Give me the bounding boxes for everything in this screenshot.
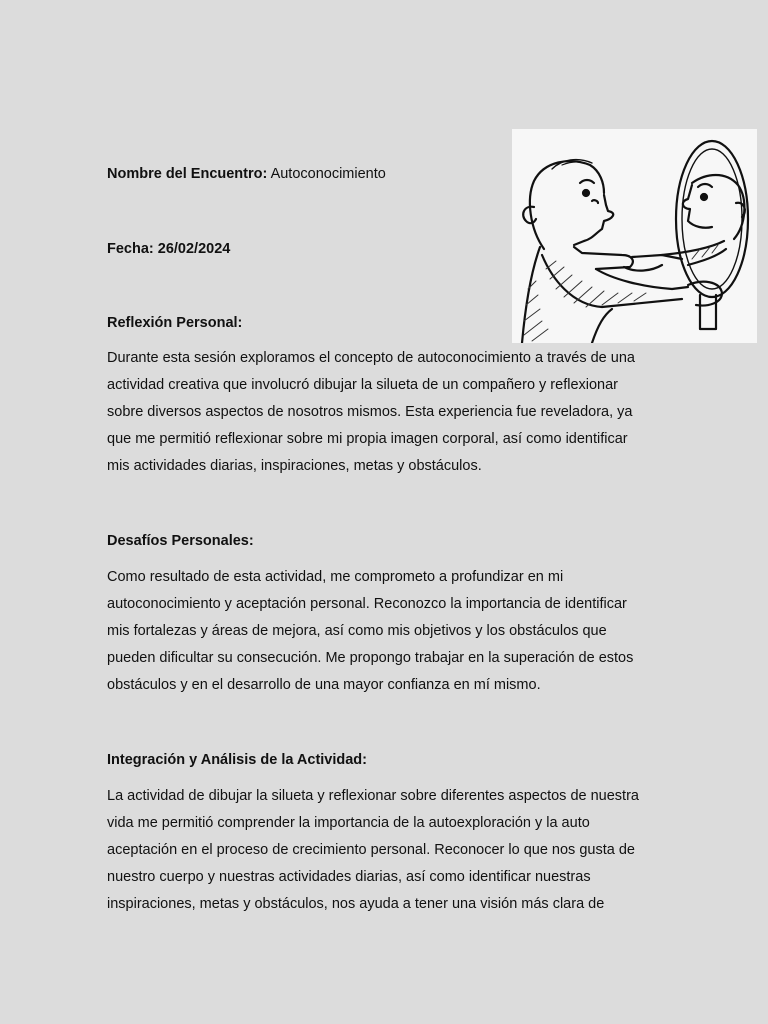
paragraph-line: obstáculos y en el desarrollo de una mayor confianza en mí mismo. <box>107 677 541 693</box>
paragraph-line: La actividad de dibujar la silueta y reflexionar sobre diferentes aspectos de nuestra <box>107 788 639 804</box>
paragraph-line: Durante esta sesión exploramos el concepto de autoconocimiento a través de una <box>107 350 635 366</box>
date-line: Fecha: 26/02/2024 <box>107 241 231 257</box>
challenges-heading: Desafíos Personales: <box>107 533 254 549</box>
challenges-paragraph <box>107 564 667 699</box>
paragraph-line: nuestro cuerpo y nuestras actividades diarias, así como identificar nuestras <box>107 869 591 885</box>
integration-paragraph <box>107 783 667 918</box>
paragraph-line: aceptación en el proceso de crecimiento personal. Reconocer lo que nos gusta de <box>107 842 635 858</box>
mirror-illustration <box>512 129 757 343</box>
paragraph-line: mis fortalezas y áreas de mejora, así como mis objetivos y los obstáculos que <box>107 623 607 639</box>
meeting-name-value: Autoconocimiento <box>270 166 386 182</box>
paragraph-line: mis actividades diarias, inspiraciones, metas y obstáculos. <box>107 458 482 474</box>
reflection-paragraph <box>107 345 667 480</box>
reflection-heading: Reflexión Personal: <box>107 315 243 331</box>
paragraph-line: autoconocimiento y aceptación personal. Reconozco la importancia de identificar <box>107 596 627 612</box>
paragraph-line: que me permitió reflexionar sobre mi propia imagen corporal, así como identificar <box>107 431 628 447</box>
paragraph-line: actividad creativa que involucró dibujar la silueta de un compañero y reflexionar <box>107 377 619 393</box>
paragraph-line: pueden dificultar su consecución. Me propongo trabajar en la superación de estos <box>107 650 634 666</box>
meeting-name-line <box>107 165 386 183</box>
meeting-name-label: Nombre del Encuentro: <box>107 166 268 182</box>
paragraph-line: Como resultado de esta actividad, me comprometo a profundizar en mi <box>107 569 564 585</box>
paragraph-line: inspiraciones, metas y obstáculos, nos ayuda a tener una visión más clara de <box>107 896 605 912</box>
paragraph-line: sobre diversos aspectos de nosotros mismos. Esta experiencia fue reveladora, ya <box>107 404 633 420</box>
paragraph-line: vida me permitió comprender la importancia de la autoexploración y la auto <box>107 815 590 831</box>
integration-heading: Integración y Análisis de la Actividad: <box>107 752 367 768</box>
